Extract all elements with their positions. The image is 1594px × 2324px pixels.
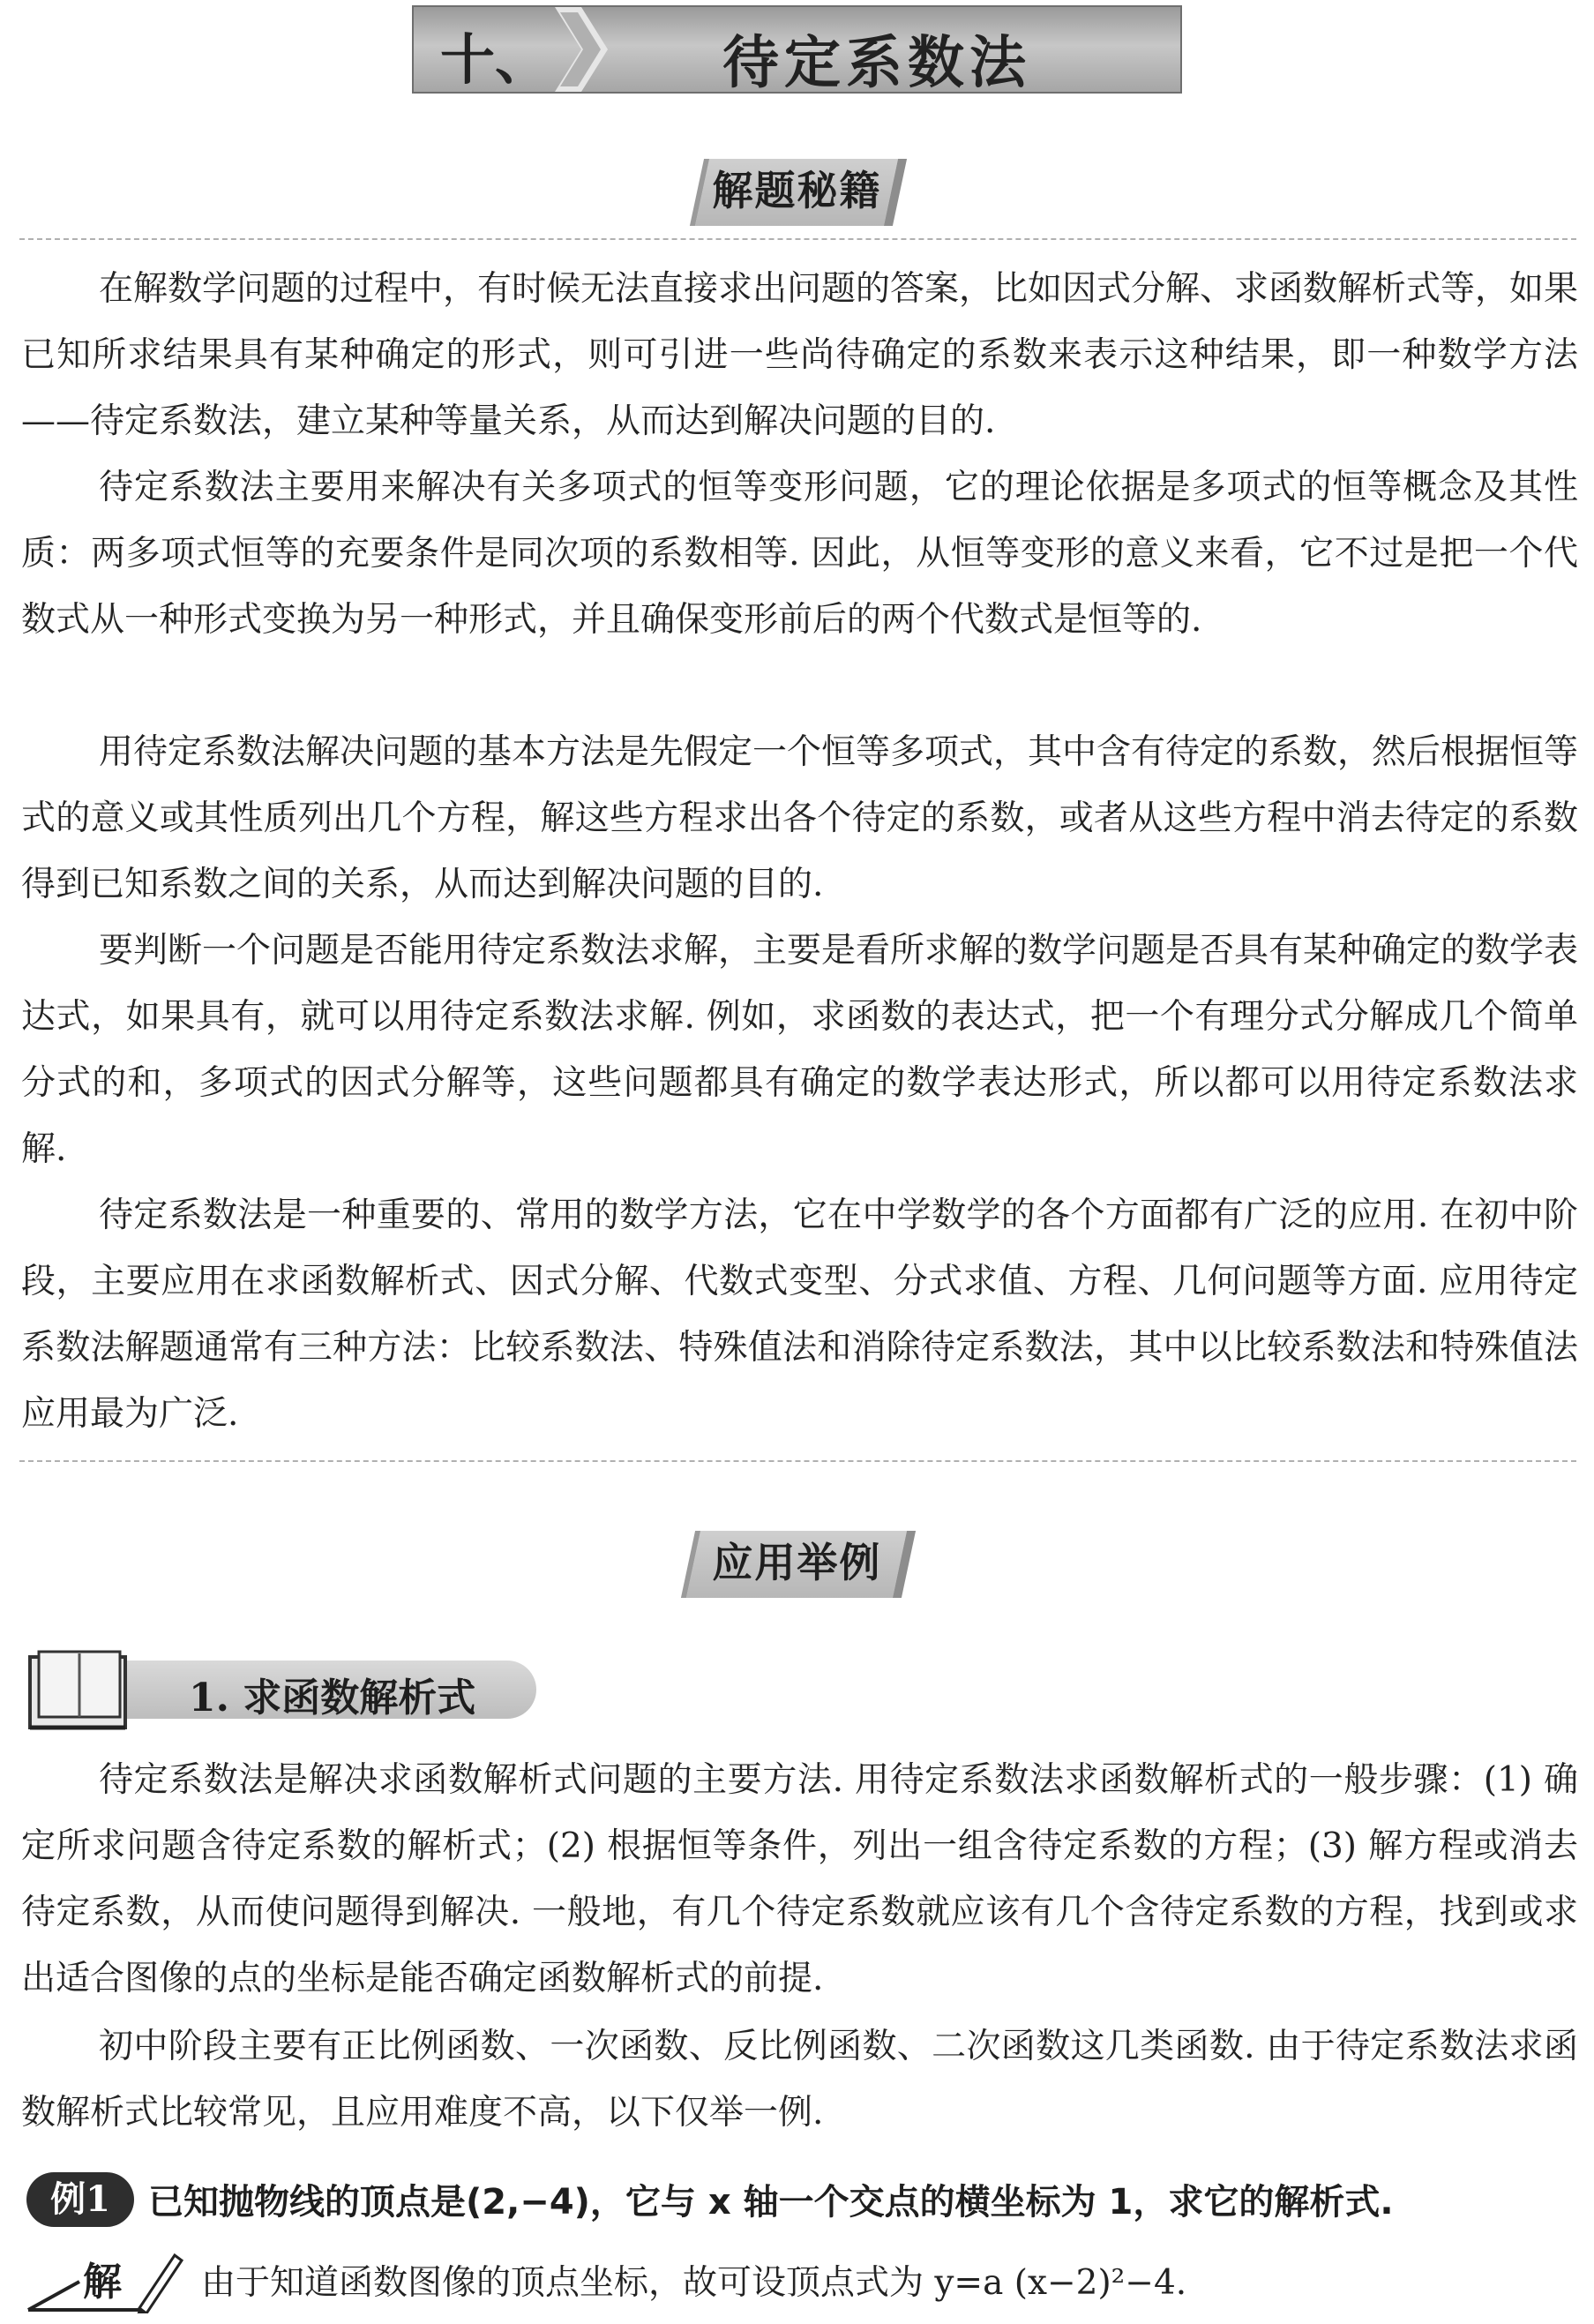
subsection-paragraph-2: 初中阶段主要有正比例函数、一次函数、反比例函数、二次函数这几类函数. 由于待定系数法求函数解析式比较常见，且应用难度不高，以下仅举一例. — [21, 2027, 1578, 2133]
divider — [19, 238, 1576, 240]
intro-paragraph-5: 待定系数法是一种重要的、常用的数学方法，它在中学数学的各个方面都有广泛的应用. 在初中阶段，主要应用在求函数解析式、因式分解、代数式变型、分式求值、方程、几何问题等方面. 应用待定系数法解题通常有三种方法：比较系数法、特殊值法和消除待定系数法，其中以比较系数法和特殊值法应用最为广泛. — [21, 1196, 1578, 1434]
subsection-paragraph-1: 待定系数法是解决求函数解析式问题的主要方法. 用待定系数法求函数解析式的一般步骤：(1) 确定所求问题含待定系数的解析式；(2) 根据恒等条件，列出一组含待定系数的方程；(3) 解方程或消去待定系数，从而使问题得到解决. 一般地，有几个待定系数就应该有几个含待定系数的方程，找到或求出适合图像的点的坐标是能否确定函数解析式的前提. — [21, 1760, 1578, 1998]
intro-paragraph-4: 要判断一个问题是否能用待定系数法求解，主要是看所求解的数学问题是否具有某种确定的数学表达式，如果具有，就可以用待定系数法求解. 例如，求函数的表达式，把一个有理分式分解成几个简单分式的和，多项式的因式分解等，这些问题都具有确定的数学表达形式，所以都可以用待定系数法求解. — [21, 931, 1579, 1169]
example-row — [26, 2167, 1579, 2238]
intro-paragraph-3: 用待定系数法解决问题的基本方法是先假定一个恒等多项式，其中含有待定的系数，然后根据恒等式的意义或其性质列出几个方程，解这些方程求出各个待定的系数，或者从这些方程中消去待定的系数得到已知系数之间的关系，从而达到解决问题的目的. — [21, 732, 1579, 904]
solution-text: 由于知道函数图像的顶点坐标，故可设顶点式为 y=a (x−2)²−4. — [201, 2263, 1187, 2303]
subsection-bar — [127, 1661, 536, 1719]
section-heading-label: 解题秘籍 — [712, 167, 882, 214]
solution-label: 解 — [83, 2260, 122, 2305]
chapter-title: 待定系数法 — [722, 30, 1031, 96]
subsection-title: 1. 求函数解析式 — [189, 1676, 476, 1721]
solution-row — [26, 2246, 1579, 2317]
book-icon — [26, 1650, 132, 1731]
chapter-banner — [412, 5, 1182, 94]
intro-paragraph-2: 待定系数法主要用来解决有关多项式的恒等变形问题，它的理论依据是多项式的恒等概念及其性质：两多项式恒等的充要条件是同次项的系数相等. 因此，从恒等变形的意义来看，它不过是把一个代数式从一种形式变换为另一种形式，并且确保变形前后的两个代数式是恒等的. — [21, 468, 1578, 640]
example-badge: 例1 — [26, 2172, 134, 2227]
example-text: 已知抛物线的顶点是(2,−4)，它与 x 轴一个交点的横坐标为 1，求它的解析式. — [148, 2182, 1394, 2223]
chapter-number: 十、 — [440, 27, 550, 92]
subsection-heading — [23, 1648, 540, 1733]
section-heading-label: 应用举例 — [712, 1539, 882, 1586]
intro-paragraph-1: 在解数学问题的过程中，有时候无法直接求出问题的答案，比如因式分解、求函数解析式等，如果已知所求结果具有某种确定的形式，则可引进一些尚待确定的系数来表示这种结果，即一种数学方法——待定系数法，建立某种等量关系，从而达到解决问题的目的. — [21, 269, 1579, 441]
section-heading-secrets — [690, 159, 907, 226]
section-heading-examples — [681, 1531, 916, 1598]
chevron-right-icon — [555, 7, 608, 92]
divider — [19, 1460, 1576, 1462]
